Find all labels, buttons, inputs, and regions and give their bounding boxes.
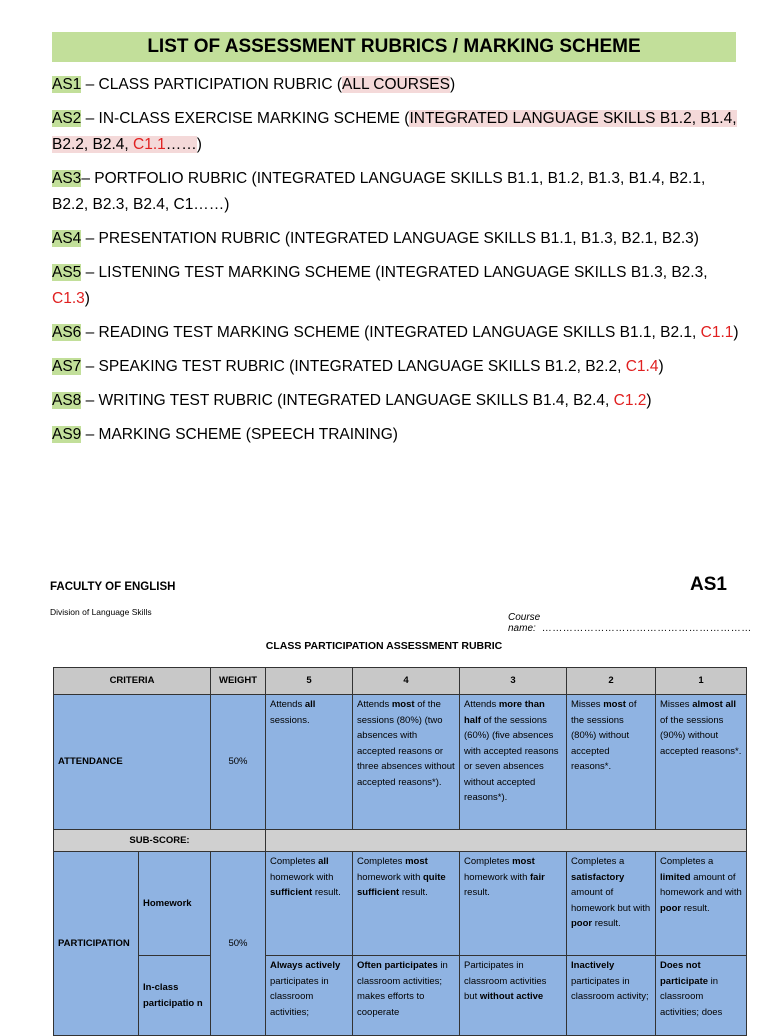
assessment-item <box>52 72 742 98</box>
assessment-red-code: C1.1 <box>700 324 734 341</box>
attendance-row <box>54 695 747 830</box>
assessment-code: AS2 <box>52 110 82 127</box>
attendance-cell: Misses almost all of the sessions (90%) without accepted reasons*. <box>656 695 747 830</box>
assessment-closing: ) <box>84 290 90 307</box>
homework-cell: Completes all homework with sufficient result. <box>266 852 353 956</box>
assessment-item <box>52 226 742 252</box>
assessment-code: AS4 <box>52 230 82 247</box>
homework-cell: Completes most homework with quite sufficient result. <box>353 852 460 956</box>
assessment-item <box>52 106 742 158</box>
course-name-label: Course name: <box>508 612 541 634</box>
assessment-item <box>52 320 742 346</box>
subscore-row <box>54 830 747 852</box>
inclass-label: In-class participatio n <box>139 956 211 1036</box>
attendance-cell: Misses most of the sessions (80%) without accepted reasons*. <box>567 695 656 830</box>
assessment-text: – PRESENTATION RUBRIC (INTEGRATED LANGUAGE SKILLS B1.1, B1.3, B2.1, B2.3) <box>81 230 699 247</box>
rubric-title: CLASS PARTICIPATION ASSESSMENT RUBRIC <box>265 640 503 652</box>
assessment-list <box>52 72 742 456</box>
assessment-closing: ) <box>733 324 739 341</box>
assessment-code: AS7 <box>52 358 82 375</box>
assessment-closing: ) <box>658 358 664 375</box>
header-score-5: 5 <box>266 668 353 695</box>
assessment-item <box>52 388 742 414</box>
homework-row <box>54 852 747 956</box>
assessment-closing: ) <box>449 76 456 93</box>
attendance-cell: Attends most of the sessions (80%) (two absences with accepted reasons or three absences without accepted reasons*). <box>353 695 460 830</box>
homework-cell: Completes a limited amount of homework and with poor result. <box>656 852 747 956</box>
assessment-red-code: C1.2 <box>613 392 647 409</box>
participation-label: PARTICIPATION <box>54 852 139 1036</box>
header-criteria: CRITERIA <box>54 668 211 695</box>
assessment-item <box>52 166 742 218</box>
assessment-code: AS1 <box>52 76 82 93</box>
attendance-cell: Attends all sessions. <box>266 695 353 830</box>
header-score-3: 3 <box>460 668 567 695</box>
assessment-code: AS5 <box>52 264 82 281</box>
attendance-label: ATTENDANCE <box>54 695 211 830</box>
assessment-code: AS6 <box>52 324 82 341</box>
assessment-item <box>52 354 742 380</box>
page-title: LIST OF ASSESSMENT RUBRICS / MARKING SCHEME <box>52 32 736 62</box>
assessment-red-code: C1.1 <box>133 136 166 153</box>
table-header-row <box>54 668 747 695</box>
rubric-code: AS1 <box>690 574 727 595</box>
header-weight: WEIGHT <box>211 668 266 695</box>
header-score-4: 4 <box>353 668 460 695</box>
assessment-item <box>52 422 742 448</box>
subscore-label: SUB-SCORE: <box>54 830 266 852</box>
assessment-closing: ) <box>196 136 202 153</box>
homework-label: Homework <box>139 852 211 956</box>
inclass-cell: Participates in classroom activities but without active <box>460 956 567 1036</box>
assessment-text: – WRITING TEST RUBRIC (INTEGRATED LANGUAGE SKILLS B1.4, B2.4, <box>81 392 614 409</box>
inclass-cell: Often participates in classroom activities; makes efforts to cooperate <box>353 956 460 1036</box>
assessment-code: AS9 <box>52 426 82 443</box>
assessment-closing: ) <box>646 392 652 409</box>
header-score-2: 2 <box>567 668 656 695</box>
assessment-text: – IN-CLASS EXERCISE MARKING SCHEME ( <box>81 110 410 127</box>
assessment-code: AS3 <box>52 170 82 187</box>
course-name-field[interactable] <box>508 612 768 634</box>
rubric-table <box>53 667 747 1036</box>
faculty-name: FACULTY OF ENGLISH <box>50 581 176 593</box>
assessment-item <box>52 260 742 312</box>
assessment-text: – CLASS PARTICIPATION RUBRIC ( <box>81 76 342 93</box>
assessment-text: – MARKING SCHEME (SPEECH TRAINING) <box>81 426 398 443</box>
homework-cell: Completes a satisfactory amount of homework but with poor result. <box>567 852 656 956</box>
inclass-cell: Always actively participates in classroom activities; <box>266 956 353 1036</box>
participation-weight: 50% <box>211 852 266 1036</box>
inclass-cell: Inactively participates in classroom activity; <box>567 956 656 1036</box>
assessment-text: – LISTENING TEST MARKING SCHEME (INTEGRATED LANGUAGE SKILLS B1.3, B2.3, <box>81 264 708 281</box>
assessment-text: – PORTFOLIO RUBRIC (INTEGRATED LANGUAGE SKILLS B1.1, B1.2, B1.3, B1.4, B2.1, B2.2, B2.3, B2.4, C1……) <box>52 170 706 213</box>
assessment-red-code: C1.3 <box>52 290 85 307</box>
assessment-red-code: C1.4 <box>625 358 659 375</box>
assessment-highlight: INTEGRATED LANGUAGE SKILLS B1.2, B1.4, B2.2, B2.4, <box>52 110 737 153</box>
assessment-highlight: ALL COURSES <box>342 76 450 93</box>
homework-cell: Completes most homework with fair result. <box>460 852 567 956</box>
attendance-cell: Attends more than half of the sessions (60%) (five absences with accepted reasons or seven absences without accepted reasons*). <box>460 695 567 830</box>
subscore-value <box>266 830 747 852</box>
assessment-highlight-tail: …… <box>165 136 197 153</box>
header-score-1: 1 <box>656 668 747 695</box>
course-name-blank: …………………………………………………… <box>541 623 752 634</box>
assessment-text: – READING TEST MARKING SCHEME (INTEGRATED LANGUAGE SKILLS B1.1, B2.1, <box>81 324 701 341</box>
assessment-text: – SPEAKING TEST RUBRIC (INTEGRATED LANGUAGE SKILLS B1.2, B2.2, <box>81 358 626 375</box>
division-name: Division of Language Skills <box>50 607 152 617</box>
inclass-cell: Does not participate in classroom activities; does <box>656 956 747 1036</box>
attendance-weight: 50% <box>211 695 266 830</box>
assessment-code: AS8 <box>52 392 82 409</box>
